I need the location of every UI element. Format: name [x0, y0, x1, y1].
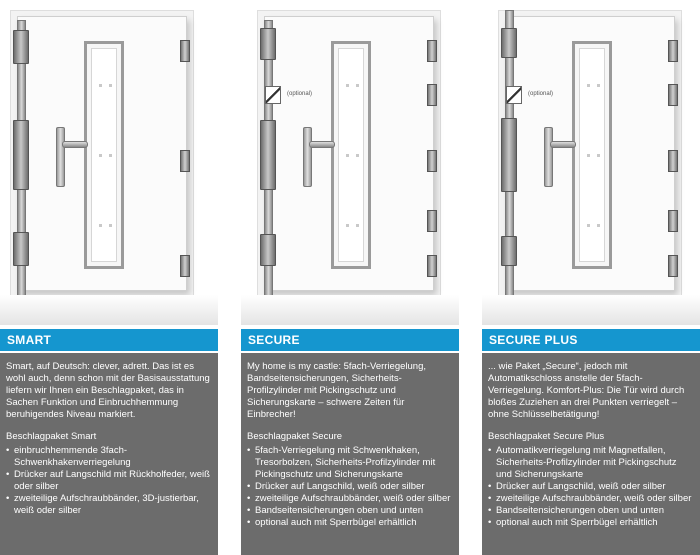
lock-hook [13, 30, 29, 64]
package-subtitle: Beschlagpaket Secure [247, 431, 343, 442]
package-intro: My home is my castle: 5fach-Verriegelung, Bandseitensicherungen, Sicherheits-Profilzylinder mit Pickingschutz und Sicherungskarte – schwere Zeiten für Einbrecher! [247, 361, 426, 420]
hinge-security [427, 210, 437, 232]
door-glass-panel [331, 41, 371, 269]
lock-hook [260, 28, 276, 60]
door-handle-plate [303, 127, 312, 187]
optional-label: (optional) [287, 91, 313, 97]
feature-item: • Bandseitensicherungen oben und unten [247, 505, 453, 517]
main-lock [13, 120, 29, 190]
door-illustration-secure-plus [482, 0, 700, 325]
feature-item: • zweiteilige Aufschraubbänder, weiß oder silber [488, 493, 694, 505]
package-title: SMART [0, 329, 218, 351]
floor-shadow [482, 295, 700, 325]
hinge-security [668, 210, 678, 232]
feature-item: • optional auch mit Sperrbügel erhältlich [488, 517, 694, 529]
package-secure-plus [482, 0, 700, 555]
package-intro: ... wie Paket „Secure“, jedoch mit Automatikschloss anstelle der 5fach-Verriegelung. Komfort-Plus: Die Tür wird durch bloßes Zuziehen an drei Punkten verriegelt – ohne Schlüsselbetätigung! [488, 361, 685, 420]
feature-item: • optional auch mit Sperrbügel erhältlich [247, 517, 453, 529]
hinge-security [427, 84, 437, 106]
hinge [668, 40, 678, 62]
locking-bracket-icon [506, 86, 522, 104]
feature-item: • zweiteilige Aufschraubbänder, weiß oder silber [247, 493, 453, 505]
door-glass-panel [572, 41, 612, 269]
feature-item: • Automatikverriegelung mit Magnetfallen, Sicherheits-Profilzylinder mit Pickingschutz und Sicherungskarte [488, 445, 694, 481]
package-description [0, 353, 218, 555]
lock-hook [13, 232, 29, 266]
hinge [668, 255, 678, 277]
door-leaf [17, 16, 187, 291]
optional-label: (optional) [528, 91, 554, 97]
package-smart [0, 0, 218, 555]
lock-hook [260, 234, 276, 266]
hinge [427, 150, 437, 172]
hinge [427, 255, 437, 277]
hinge [180, 255, 190, 277]
door-handle-lever [62, 141, 88, 148]
floor-shadow [0, 295, 218, 325]
door-illustration-smart [0, 0, 218, 325]
feature-item: • zweiteilige Aufschraubbänder, 3D-justierbar, weiß oder silber [6, 493, 212, 517]
door-handle-lever [309, 141, 335, 148]
door-leaf [505, 16, 675, 291]
feature-item: • Drücker auf Langschild mit Rückholfeder, weiß oder silber [6, 469, 212, 493]
feature-item: • Drücker auf Langschild, weiß oder silber [247, 481, 453, 493]
package-title: SECURE [241, 329, 459, 351]
hinge [180, 150, 190, 172]
automatic-lock [501, 118, 517, 192]
door-handle-plate [544, 127, 553, 187]
magnetic-latch [501, 28, 517, 58]
package-description [482, 353, 700, 555]
main-lock [260, 120, 276, 190]
door-glass-panel [84, 41, 124, 269]
feature-item: • Drücker auf Langschild, weiß oder silber [488, 481, 694, 493]
package-subtitle: Beschlagpaket Secure Plus [488, 431, 605, 442]
hinge [668, 150, 678, 172]
hinge-security [668, 84, 678, 106]
feature-item: • Bandseitensicherungen oben und unten [488, 505, 694, 517]
feature-list [247, 445, 453, 529]
feature-item: • 5fach-Verriegelung mit Schwenkhaken, Tresorbolzen, Sicherheits-Profilzylinder mit Pickingschutz und Sicherungskarte [247, 445, 453, 481]
package-secure [241, 0, 459, 555]
feature-list [6, 445, 212, 517]
hinge [180, 40, 190, 62]
package-description [241, 353, 459, 555]
feature-item: • einbruchhemmende 3fach-Schwenkhakenverriegelung [6, 445, 212, 469]
door-handle-lever [550, 141, 576, 148]
feature-list [488, 445, 694, 529]
package-intro: Smart, auf Deutsch: clever, adrett. Das ist es wohl auch, denn schon mit der Basisausstattung liefern wir Ihnen ein Beschlagpaket, das in Sachen Funktion und Einbruchhemmung beruhigendes Niveau markiert. [6, 361, 210, 420]
package-subtitle: Beschlagpaket Smart [6, 431, 97, 442]
package-title: SECURE PLUS [482, 329, 700, 351]
door-leaf [264, 16, 434, 291]
floor-shadow [241, 295, 459, 325]
locking-bracket-icon [265, 86, 281, 104]
magnetic-latch [501, 236, 517, 266]
door-illustration-secure [241, 0, 459, 325]
door-handle-plate [56, 127, 65, 187]
hinge [427, 40, 437, 62]
